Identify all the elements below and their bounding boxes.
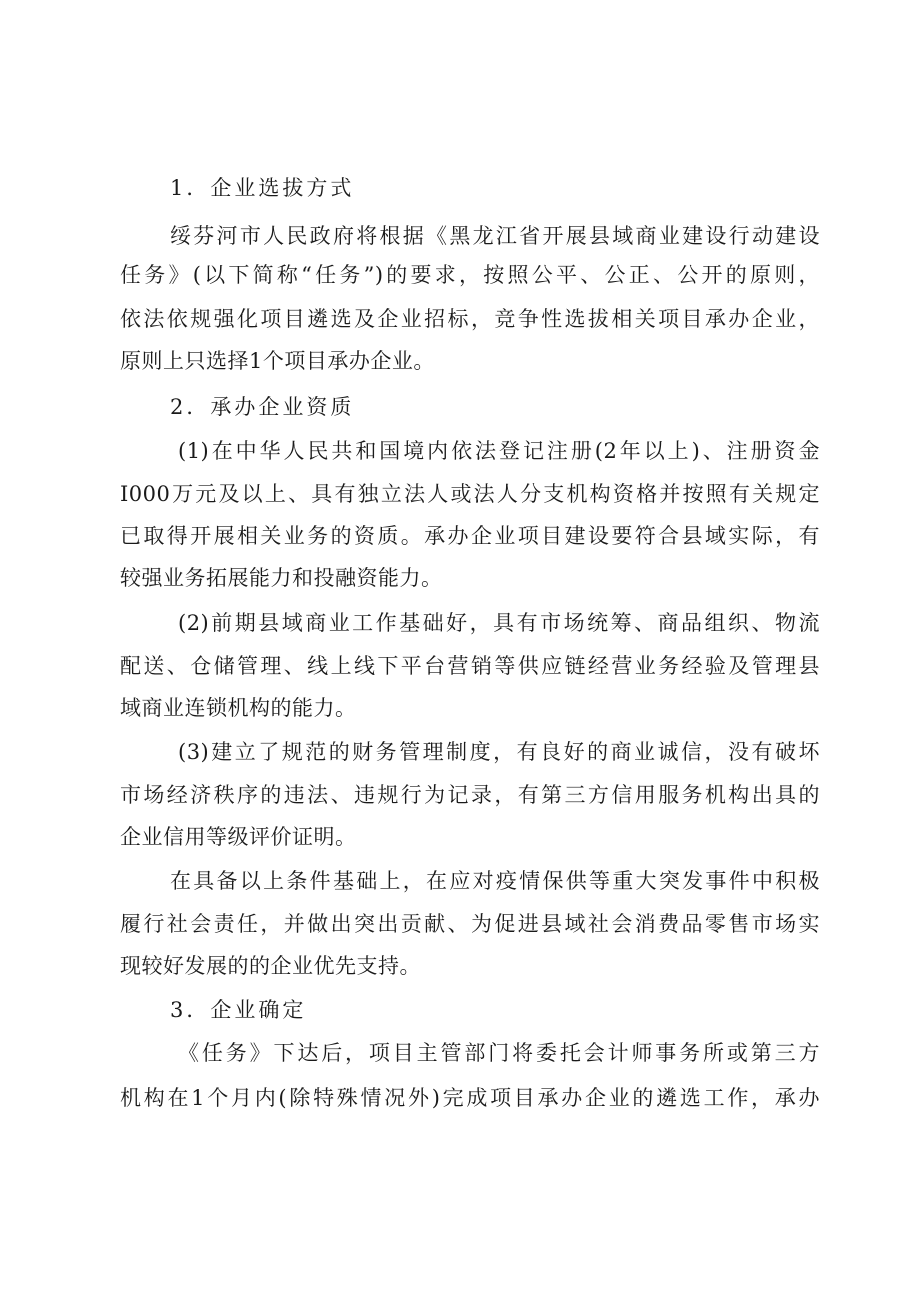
item-2-line: 域商业连锁机构的能力。 <box>120 696 357 720</box>
section-2-heading: 2．承办企业资质 <box>170 395 355 419</box>
item-2-line: 配送、仓储管理、线上线下平台营销等供应链经营业务经验及管理县 <box>120 654 820 678</box>
extra-paragraph-line: 现较好发展的的企业优先支持。 <box>120 954 421 978</box>
paragraph-line: 依法依规强化项目遴选及企业招标，竞争性选拔相关项目承办企业， <box>120 307 820 331</box>
item-1-line: (1)在中华人民共和国境内依法登记注册(2年以上)、注册资金 <box>178 439 820 463</box>
paragraph-line: 任务》(以下简称“任务”)的要求，按照公平、公正、公开的原则， <box>120 263 820 287</box>
paragraph-line: 机构在1个月内(除特殊情况外)完成项目承办企业的遴选工作，承办 <box>120 1086 820 1110</box>
item-1-line: I000万元及以上、具有独立法人或法人分支机构资格并按照有关规定 <box>120 482 820 506</box>
extra-paragraph-line: 在具备以上条件基础上，在应对疫情保供等重大突发事件中积极 <box>170 869 820 893</box>
item-1-line: 较强业务拓展能力和投融资能力。 <box>120 566 443 590</box>
item-3-line: (3)建立了规范的财务管理制度，有良好的商业诚信，没有破坏 <box>178 740 820 764</box>
section-1-heading: 1．企业选拔方式 <box>170 176 355 200</box>
paragraph-line: 《任务》下达后，项目主管部门将委托会计师事务所或第三方 <box>178 1041 820 1065</box>
item-3-line: 市场经济秩序的违法、违规行为记录，有第三方信用服务机构出具的 <box>120 783 820 807</box>
item-3-line: 企业信用等级评价证明。 <box>120 825 357 849</box>
paragraph-line: 绥芬河市人民政府将根据《黑龙江省开展县域商业建设行动建设 <box>170 224 820 248</box>
paragraph-line: 原则上只选择1个项目承办企业。 <box>120 349 435 373</box>
section-3-heading: 3．企业确定 <box>170 998 307 1022</box>
extra-paragraph-line: 履行社会责任，并做出突出贡献、为促进县域社会消费品零售市场实 <box>120 912 820 936</box>
item-2-line: (2)前期县域商业工作基础好，具有市场统筹、商品组织、物流 <box>178 611 820 635</box>
item-1-line: 已取得开展相关业务的资质。承办企业项目建设要符合县域实际，有 <box>120 524 820 548</box>
